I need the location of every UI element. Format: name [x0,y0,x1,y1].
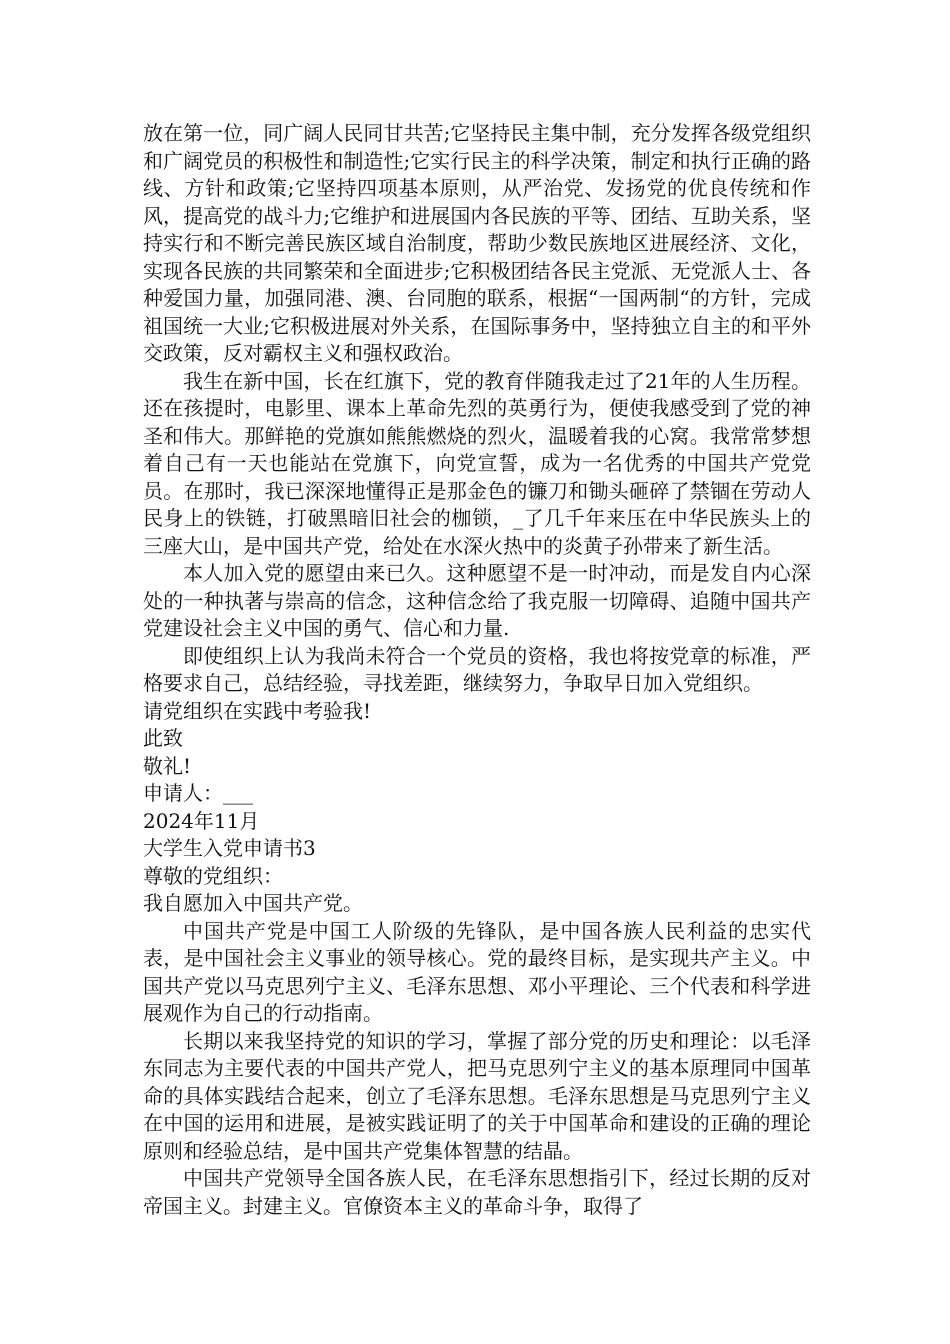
paragraph-party-principles: 放在第一位，同广阔人民同甘共苦;它坚持民主集中制，充分发挥各级党组织和广阔党员的积极性和制造性;它实行民主的科学决策，制定和执行正确的路线、方针和政策;它坚持四项基本原则，从严治党、发扬党的优良传统和作风，提高党的战斗力;它维护和进展国内各民族的平等、团结、互助关系，坚持实行和不断完善民族区域自治制度，帮助少数民族地区进展经济、文化，实现各民族的共同繁荣和全面进步;它积极团结各民主党派、无党派人士、各种爱国力量，加强同港、澳、台同胞的联系，根据“一国两制“的方针，完成祖国统一大业;它积极进展对外关系，在国际事务中，坚持独立自主的和平外交政策，反对霸权主义和强权政治。 [143,121,811,365]
salutation-cizhi: 此致 [143,726,183,750]
section-heading: 大学生入党申请书3 [143,836,316,860]
voluntary-statement: 我自愿加入中国共产党。 [143,891,363,915]
salutation-jingli: 敬礼! [143,753,192,778]
applicant-signature-line: 申请人：___ [143,781,253,805]
closing-request: 请党组织在实践中考验我! [143,698,372,723]
paragraph-party-nature: 中国共产党是中国工人阶级的先锋队，是中国各族人民利益的忠实代表，是中国社会主义事业的领导核心。党的最终目标，是实现共产主义。中国共产党以马克思列宁主义、毛泽东思想、邓小平理论、三个代表和科学进展观作为自己的行动指南。 [143,918,811,1025]
greeting-line: 尊敬的党组织： [143,863,283,888]
paragraph-growing-up: 我生在新中国，长在红旗下，党的教育伴随我走过了21年的人生历程。还在孩提时，电影里、课本上革命先烈的英勇行为，便使我感受到了党的神圣和伟大。那鲜艳的党旗如熊熊燃烧的烈火，温暖着我的心窝。我常常梦想着自己有一天也能站在党旗下，向党宣誓，成为一名优秀的中国共产党党员。在那时，我已深深地懂得正是那金色的镰刀和锄头砸碎了禁锢在劳动人民身上的铁链，打破黑暗旧社会的枷锁，_了几千年来压在中华民族头上的三座大山，是中国共产党，给处在水深火热中的炎黄子孙带来了新生活。 [143,368,811,558]
document-body [143,120,811,1220]
paragraph-theory-study: 长期以来我坚持党的知识的学习，掌握了部分党的历史和理论：以毛泽东同志为主要代表的中国共产党人，把马克思列宁主义的基本原理同中国革命的具体实践结合起来，创立了毛泽东思想。毛泽东思想是马克思列宁主义在中国的运用和进展，是被实践证明了的关于中国革命和建设的正确的理论原则和经验总结，是中国共产党集体智慧的结晶。 [143,1028,811,1163]
date-line: 2024年11月 [143,808,260,833]
paragraph-commitment: 即使组织上认为我尚未符合一个党员的资格，我也将按党章的标准，严格要求自己，总结经验，寻找差距，继续努力，争取早日加入党组织。 [143,643,811,695]
paragraph-revolution-history: 中国共产党领导全国各族人民，在毛泽东思想指引下，经过长期的反对帝国主义。封建主义。官僚资本主义的革命斗争，取得了 [143,1166,811,1218]
paragraph-desire-to-join: 本人加入党的愿望由来已久。这种愿望不是一时冲动，而是发自内心深处的一种执著与崇高的信念，这种信念给了我克服一切障碍、追随中国共产党建设社会主义中国的勇气、信心和力量. [143,561,811,640]
